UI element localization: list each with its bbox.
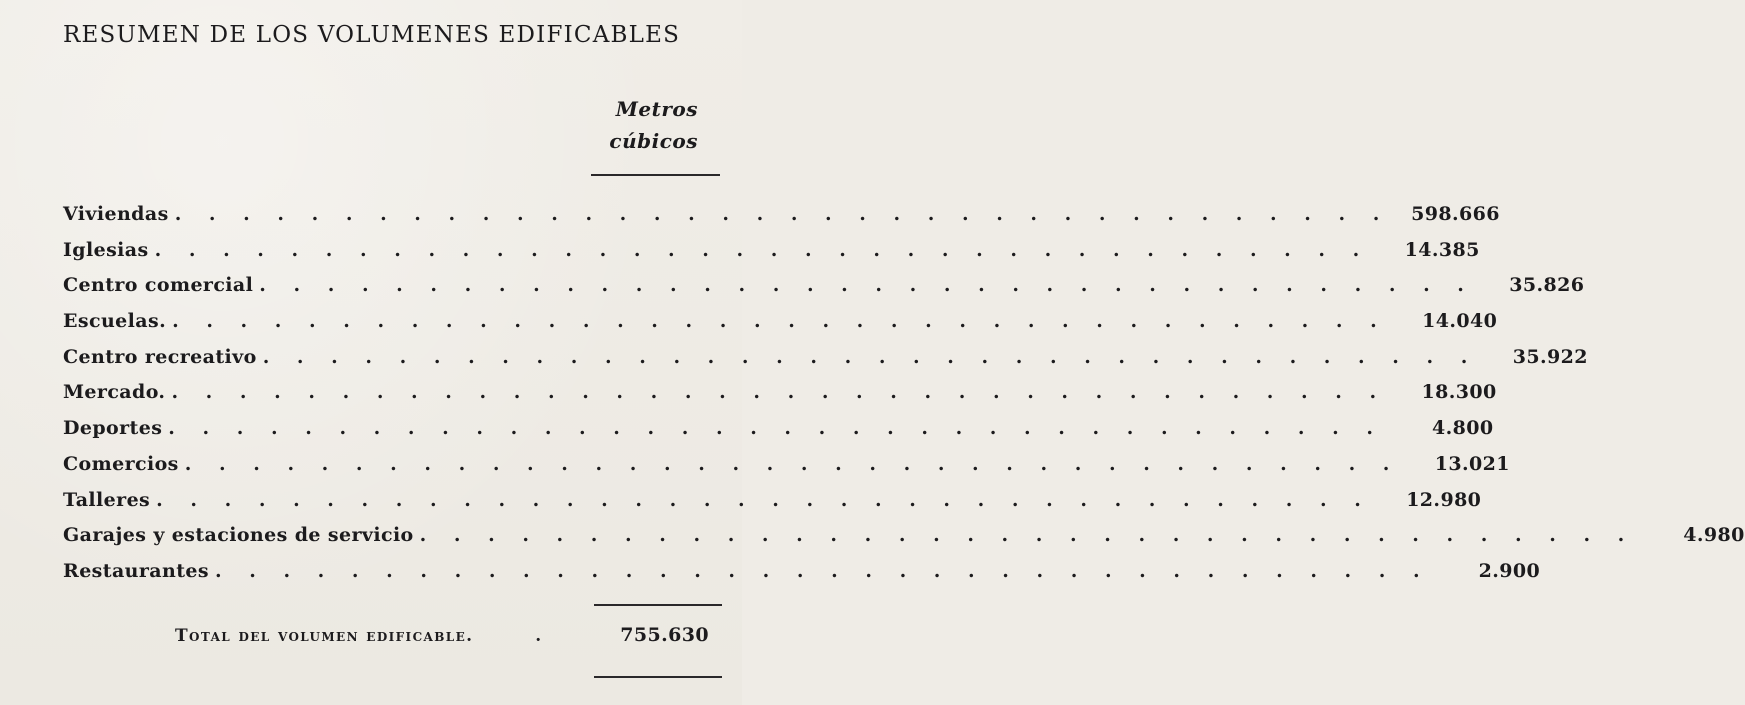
row-label: Garajes y estaciones de servicio: [63, 524, 414, 547]
table-row: [63, 238, 1480, 275]
unit-header-line-1: Metros: [615, 97, 698, 121]
row-label: Centro recreativo: [63, 345, 257, 368]
dot-leader: . . . . . . . . . . . . . . . . . . . . . . . . . . . . . . . . . . . .: [168, 417, 1384, 440]
dot-leader: . . . . . . . . . . . . . . . . . . . . . . . . . . . . . . . . . . . .: [262, 345, 1478, 368]
row-value: 12.980: [1406, 488, 1482, 511]
row-label: Centro comercial: [63, 274, 254, 297]
table-row: [63, 452, 1510, 489]
dot-leader: . . . . . . . . . . . . . . . . . . . . . . . . . . . . . . . . . . . .: [154, 238, 1370, 261]
page-title: RESUMEN DE LOS VOLUMENES EDIFICABLES: [63, 22, 681, 48]
row-value: 14.040: [1422, 310, 1498, 333]
row-label: Mercado.: [63, 381, 166, 404]
dot-leader: . . . . . . . . . . . . . . . . . . . . . . . . . . . . . . . . . . . .: [184, 452, 1400, 475]
table-row: [63, 417, 1494, 453]
header-rule: [591, 174, 720, 176]
dot-leader: . . . . . . . . . . . . . . . . . . . . . . . . . . . . . . . . . . . .: [156, 488, 1372, 511]
unit-column-header: [609, 93, 698, 157]
row-value: 13.021: [1434, 452, 1510, 475]
table-row: [63, 274, 1585, 310]
table-row: [63, 203, 1500, 239]
sum-rule: [594, 604, 722, 606]
total-label: Total del volumen edificable.: [175, 626, 474, 646]
dot-leader: . . . . . . . . . . . . . . . . . . . . . . . . . . . . . . . . . . . .: [214, 559, 1431, 582]
row-label: Iglesias: [63, 238, 149, 261]
row-label: Restaurantes: [63, 559, 209, 582]
row-value: 35.826: [1509, 274, 1585, 297]
row-label: Talleres: [63, 488, 151, 511]
table-row: [63, 559, 1541, 596]
table-row: [63, 310, 1498, 346]
unit-header-line-2: cúbicos: [609, 129, 698, 153]
table-row: [63, 345, 1588, 382]
row-label: Escuelas.: [63, 310, 167, 333]
dot-leader: . . . . . . . . . . . . . . . . . . . . . . . . . . . . . . . . . . . .: [259, 274, 1475, 297]
row-value: 4.980: [1683, 524, 1745, 547]
dot-leader: . . . . . . . . . . . . . . . . . . . . . . . . . . . . . . . . . . . .: [172, 310, 1388, 333]
volume-table: [63, 203, 1745, 596]
row-label: Deportes: [63, 417, 163, 440]
row-label: Viviendas: [63, 203, 169, 225]
total-row: [175, 624, 709, 646]
row-label: Comercios: [63, 452, 179, 475]
total-rule: [594, 676, 722, 678]
row-value: 14.385: [1404, 238, 1480, 261]
dot-leader: . . . . . . . . . . . . . . . . . . . . . . . . . . . . . . . . . . . .: [419, 524, 1635, 547]
row-value: 18.300: [1421, 381, 1497, 404]
total-value: 755.630: [620, 624, 709, 646]
row-value: 35.922: [1512, 345, 1588, 368]
row-value: 2.900: [1478, 559, 1541, 582]
row-value: 598.666: [1411, 203, 1500, 225]
table-row: [63, 524, 1745, 560]
row-value: 4.800: [1431, 417, 1494, 440]
dot-leader: .: [535, 626, 552, 646]
dot-leader: . . . . . . . . . . . . . . . . . . . . . . . . . . . . . . . . . . . .: [171, 381, 1387, 404]
table-row: [63, 381, 1497, 417]
dot-leader: . . . . . . . . . . . . . . . . . . . . . . . . . . . . . . . . . . . .: [174, 203, 1390, 225]
table-row: [63, 488, 1482, 525]
